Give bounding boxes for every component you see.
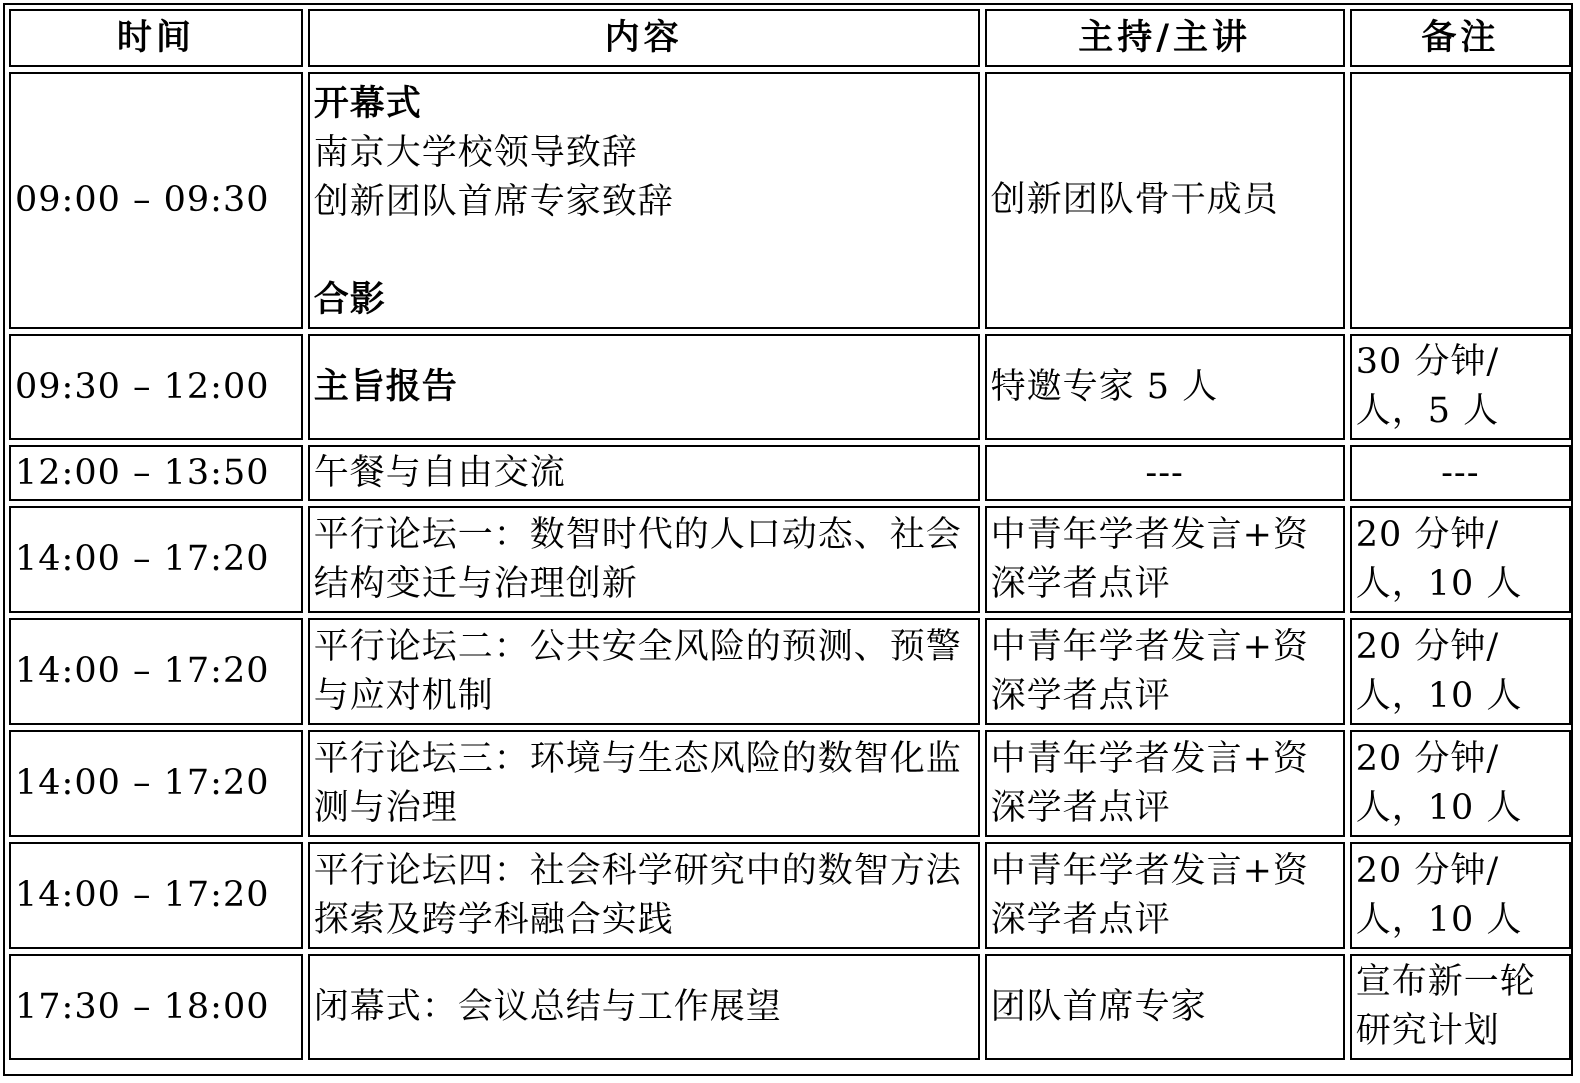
time-cell: 17:30 – 18:00	[9, 954, 303, 1060]
content-title: 开幕式	[313, 83, 422, 124]
host-cell: 特邀专家 5 人	[985, 334, 1345, 440]
content-cell: 主旨报告	[308, 334, 980, 440]
note-cell: 宣布新一轮研究计划	[1350, 954, 1571, 1060]
table-row	[9, 842, 1571, 949]
table-row	[9, 730, 1571, 837]
content-footer: 合影	[313, 279, 386, 320]
host-cell: ---	[985, 445, 1345, 501]
note-cell: ---	[1350, 445, 1571, 501]
note-cell: 30 分钟/人，5 人	[1350, 334, 1571, 440]
host-cell: 中青年学者发言+资深学者点评	[985, 506, 1345, 613]
host-cell: 中青年学者发言+资深学者点评	[985, 842, 1345, 949]
content-cell: 平行论坛四：社会科学研究中的数智方法探索及跨学科融合实践	[308, 842, 980, 949]
time-cell: 12:00 – 13:50	[9, 445, 303, 501]
note-cell	[1350, 72, 1571, 329]
content-line: 创新团队首席专家致辞	[313, 181, 674, 222]
note-cell: 20 分钟/人，10 人	[1350, 506, 1571, 613]
time-cell: 09:00 – 09:30	[9, 72, 303, 329]
host-cell: 团队首席专家	[985, 954, 1345, 1060]
header-row	[9, 9, 1571, 67]
time-cell: 14:00 – 17:20	[9, 730, 303, 837]
content-cell: 平行论坛三：环境与生态风险的数智化监测与治理	[308, 730, 980, 837]
table-row	[9, 618, 1571, 725]
host-cell: 中青年学者发言+资深学者点评	[985, 730, 1345, 837]
header-content: 内容	[308, 9, 980, 67]
table-row	[9, 954, 1571, 1060]
note-cell: 20 分钟/人，10 人	[1350, 730, 1571, 837]
time-cell: 14:00 – 17:20	[9, 842, 303, 949]
time-cell: 09:30 – 12:00	[9, 334, 303, 440]
time-cell: 14:00 – 17:20	[9, 618, 303, 725]
content-cell: 闭幕式：会议总结与工作展望	[308, 954, 980, 1060]
table-row	[9, 506, 1571, 613]
content-cell	[308, 72, 980, 329]
header-host: 主持/主讲	[985, 9, 1345, 67]
time-cell: 14:00 – 17:20	[9, 506, 303, 613]
content-line: 南京大学校领导致辞	[313, 132, 638, 173]
content-cell: 午餐与自由交流	[308, 445, 980, 501]
host-cell: 中青年学者发言+资深学者点评	[985, 618, 1345, 725]
header-note: 备注	[1350, 9, 1571, 67]
note-cell: 20 分钟/人，10 人	[1350, 842, 1571, 949]
content-cell: 平行论坛二：公共安全风险的预测、预警与应对机制	[308, 618, 980, 725]
header-time: 时间	[9, 9, 303, 67]
table-row	[9, 445, 1571, 501]
schedule-frame	[3, 3, 1573, 1076]
host-cell: 创新团队骨干成员	[985, 72, 1345, 329]
content-cell: 平行论坛一：数智时代的人口动态、社会结构变迁与治理创新	[308, 506, 980, 613]
note-cell: 20 分钟/人，10 人	[1350, 618, 1571, 725]
schedule-table	[4, 4, 1576, 1065]
table-row	[9, 334, 1571, 440]
table-row	[9, 72, 1571, 329]
